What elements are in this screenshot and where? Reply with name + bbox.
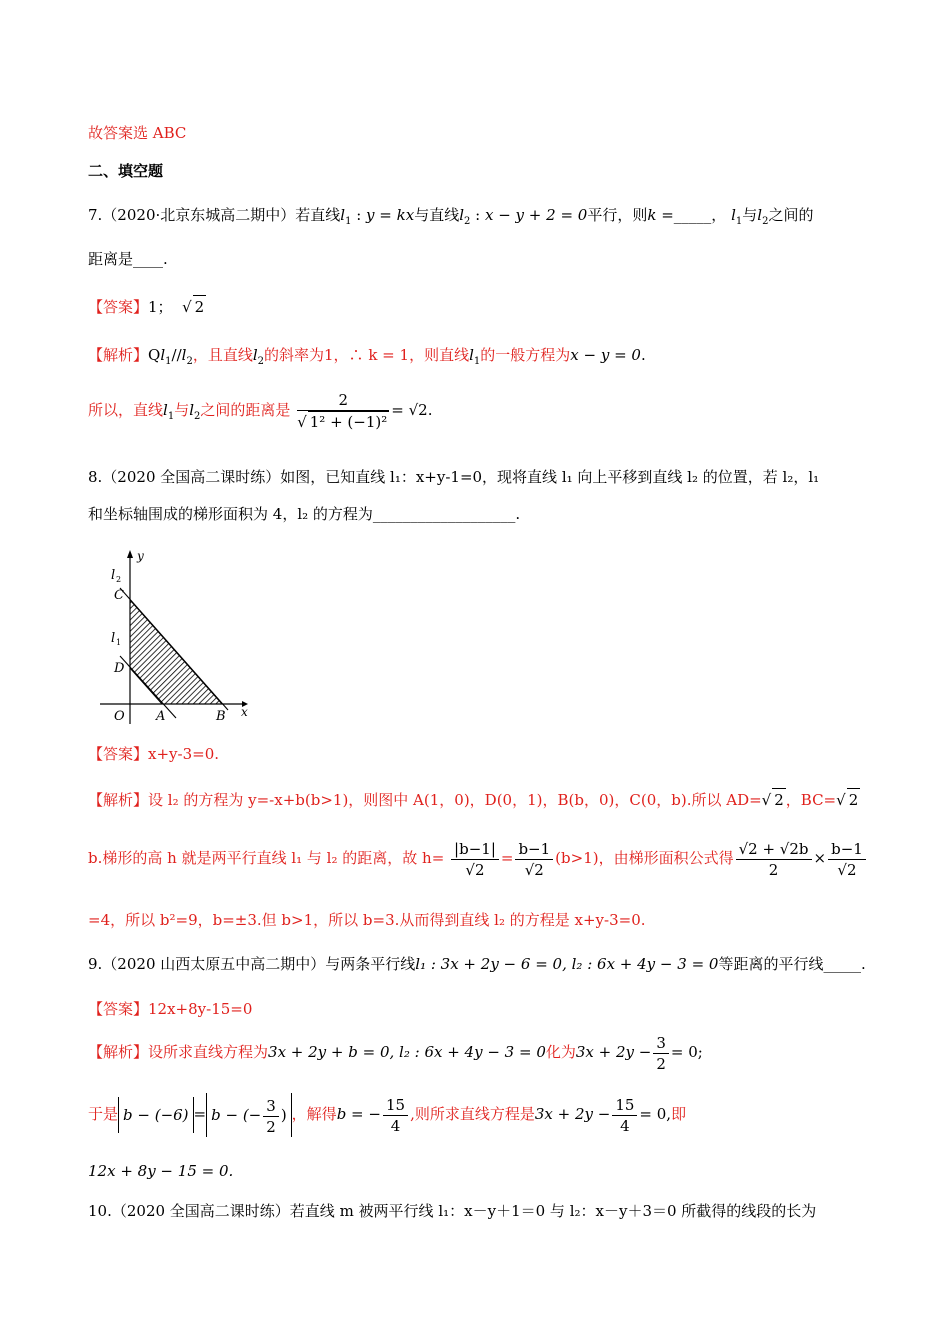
label-D: D <box>114 661 125 676</box>
section-heading: 二、填空题 <box>88 162 164 180</box>
label-x: x <box>241 705 248 719</box>
question-7-line2: 距离是____. <box>88 250 168 268</box>
label-C: C <box>114 588 124 603</box>
answer-8: 【答案】x+y-3=0. <box>88 745 220 763</box>
answer-7: 【答案】1； √ 2 <box>88 295 206 318</box>
question-8-line1: 8.（2020 全国高二课时练）如图，已知直线 l₁：x+y-1=0，现将直线 l₁ 向上平移到直线 l₂ 的位置，若 l₂，l₁ <box>88 468 820 486</box>
question-8-line2: 和坐标轴围成的梯形面积为 4，l₂ 的方程为___________________. <box>88 505 521 523</box>
label-l1: l <box>111 631 116 646</box>
question-7-line1: 7.（2020·北京东城高二期中）若直线$l_1$ : y = kx与直线$l_2$ : x − y + 2 = 0平行，则k =_____， $l_1$与$l_2$之间的 <box>88 206 814 227</box>
explanation-8-line2: b.梯形的高 h 就是两平行直线 l₁ 与 l₂ 的距离，故 h= $\frac{|b-1|}{√2}$ = $\frac{b-1}{√2}$ (b>1)，由梯形面积公式得 $\frac{√2 + √2b}{2}$ × $\frac{b-1}{√2}$ <box>88 836 868 880</box>
answer-9: 【答案】12x+8y-15=0 <box>88 1000 253 1018</box>
explanation-7-line1: 【解析】$Ql_1//l_2$，且直线$l_2$的斜率为1，∴ k = 1，则直线$l_1$的一般方程为x − y = 0. <box>88 346 646 367</box>
label-B: B <box>216 709 226 724</box>
explanation-8-line1: 【解析】设 l₂ 的方程为 y=-x+b(b>1)，则图中 A(1，0)，D(0，1)，B(b，0)，C(0，b).所以 AD=√ 2 ，BC=√ 2 <box>88 788 860 811</box>
explanation-7-line2: 所以，直线$l_1$与$l_2$之间的距离是 $\frac{2}{\text{√ 1² + (−1)²}}$ = √2. <box>88 391 433 431</box>
question-9: 9.（2020 山西太原五中高二期中）与两条平行线l₁ : 3x + 2y − 6 = 0, l₂ : 6x + 4y − 3 = 0等距离的平行线_____. <box>88 955 866 973</box>
label-A: A <box>156 709 166 724</box>
label-y: y <box>137 549 144 563</box>
answer-conclusion: 故答案选 ABC <box>88 124 187 142</box>
label-l2: l <box>111 568 116 583</box>
explanation-9-line1: 【解析】设所求直线方程为3x + 2y + b = 0, l₂ : 6x + 4y − 3 = 0化为3x + 2y − $\frac{3}{2}$ = 0; <box>88 1033 703 1073</box>
label-O: O <box>114 709 125 724</box>
label-l2-sub: 2 <box>116 575 122 584</box>
y-axis-arrow <box>127 550 133 558</box>
explanation-9-line2: 于是 b − (−6) = b − (− $\frac{3}{2}$ ) ，解得b = − $\frac{15}{4}$ ,则所求直线方程是3x + 2y − $\frac{15}{4}$ = 0,即 <box>88 1092 686 1137</box>
trapezoid-figure <box>96 546 256 726</box>
explanation-9-line3: 12x + 8y − 15 = 0. <box>88 1162 234 1180</box>
label-l1-sub: 1 <box>116 638 122 647</box>
explanation-8-line3: =4，所以 b²=9，b=±3.但 b>1，所以 b=3.从而得到直线 l₂ 的方程是 x+y-3=0. <box>88 911 646 929</box>
question-10: 10.（2020 全国高二课时练）若直线 m 被两平行线 l₁：x－y＋1＝0 与 l₂：x－y＋3＝0 所截得的线段的长为 <box>88 1202 817 1220</box>
